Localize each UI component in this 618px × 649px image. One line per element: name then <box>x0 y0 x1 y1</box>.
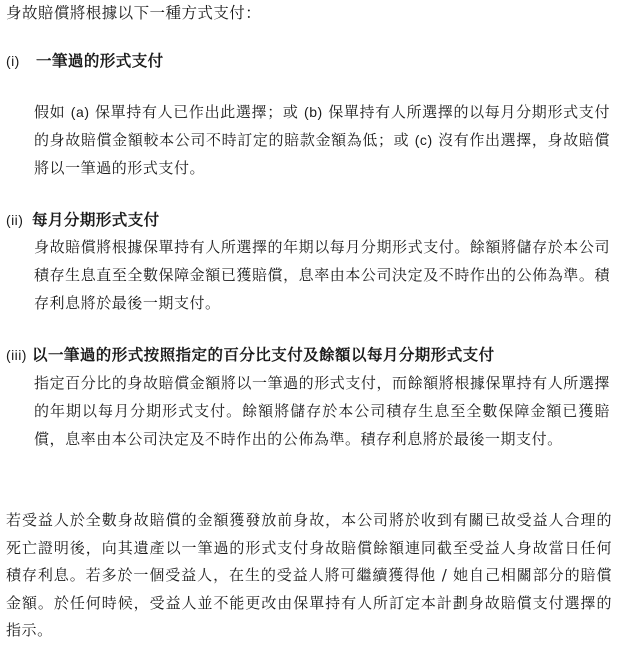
intro-line: 身故賠償將根據以下一種方式支付： <box>6 4 262 22</box>
body-text: 身故賠償將根據保單持有人所選擇的年期以每月分期形式支付。餘額將儲存於本公司積存生息直至全數保障金額已獲賠償，息率由本公司決定及不時作出的公佈為準。積存利息將於最後一期支付。 <box>34 238 610 312</box>
option-marker: (c) <box>414 132 433 148</box>
body-text: 指定百分比的身故賠償金額將以一筆過的形式支付，而餘額將根據保單持有人所選擇的年期以每月分期形式支付。餘額將儲存於本公司積存生息至全數保障金額已獲賠償，息率由本公司決定及不時作出的公佈為準。積存利息將於最後一期支付。 <box>34 374 610 448</box>
section-title: 一筆過的形式支付 <box>36 52 164 70</box>
option-marker: (a) <box>70 104 90 120</box>
section-heading-iii <box>6 344 495 366</box>
body-text: 保單持有人已作出此選擇；或 <box>89 103 304 121</box>
section-heading-ii <box>6 209 160 231</box>
section-number: (ii) <box>6 212 24 228</box>
section-body-i <box>34 98 610 182</box>
section-body-iii <box>34 369 610 453</box>
section-title: 每月分期形式支付 <box>32 211 160 229</box>
section-heading-i <box>6 50 164 72</box>
section-title: 以一筆過的形式按照指定的百分比支付及餘額以每月分期形式支付 <box>32 346 495 364</box>
body-text: 沒有作出選擇，身故賠償將以一筆過的形式支付。 <box>34 131 610 177</box>
section-number: (i) <box>6 53 20 69</box>
closing-paragraph: 若受益人於全數身故賠償的金額獲發放前身故，本公司將於收到有關已故受益人合理的死亡證明後，向其遺產以一筆過的形式支付身故賠償餘額連同截至受益人身故當日任何積存利息。若多於一個受益人，在生的受益人將可繼續獲得他 / 她自己相關部分的賠償金額。於任何時候，受益人並不能更改由保單持有人所訂定本計劃身故賠償支付選擇的指示。 <box>6 511 612 639</box>
body-text: 保單持有人所選擇的以每月分期形式支付的身故賠償金額較本公司不時訂定的賠款金額為低；或 <box>34 103 610 149</box>
body-text: 假如 <box>34 103 71 121</box>
section-number: (iii) <box>6 347 27 363</box>
section-body-ii <box>34 233 610 317</box>
option-marker: (b) <box>304 104 323 120</box>
